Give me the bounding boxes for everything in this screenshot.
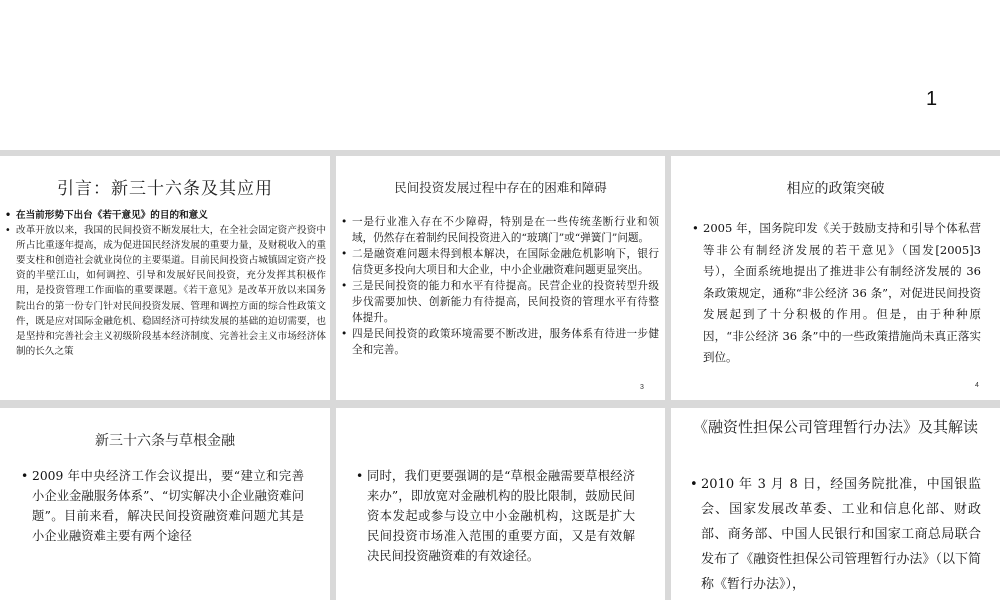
list-item: • 三是民间投资的能力和水平有待提高。民营企业的投资转型升级步伐需要加快、创新能力有待提高，民间投资的管理水平有待整体提升。 [352,278,659,326]
list-item: • 改革开放以来，我国的民间投资不断发展壮大，在全社会固定资产投资中所占比重逐年提高，成为促进国民经济发展的重要力量，及财税收入的重要支柱和创造社会就业岗位的主要渠道。目前民间投资占城镇固定资产投资的半壁江山，如何调控、引导和发展好民间投资，充分发挥其积极作用，是投资管理工作面临的重要课题。《若干意见》是改革开放以来国务院出台的第一份专门针对民间投资发展、管理和调控方面的综合性政策文件，既是应对国际金融危机、稳固经济可持续发展的基础的迫切需要，也是坚持和完善社会主义初级阶段基本经济制度、完善社会主义市场经济体制的长久之策 [16,223,326,359]
slide-policy-breakthrough [671,156,1000,400]
slide-number: 3 [640,384,644,391]
bullet-list [703,218,981,369]
page-number: 1 [926,88,938,110]
bullet-list [367,466,635,566]
list-item: • 一是行业准入存在不少障碍，特别是在一些传统垄断行业和领域，仍然存在着制约民间投资进入的“玻璃门”或“弹簧门”问题。 [352,214,659,246]
bullet-list [32,466,304,546]
slide-title: 民间投资发展过程中存在的困难和障碍 [394,180,607,195]
slide-grassroots-finance [0,408,330,600]
slide-title: 相应的政策突破 [786,181,885,197]
list-item: • 二是融资难问题未得到根本解决，在国际金融危机影响下，银行信贷更多投向大项目和大企业，中小企业融资难问题更显突出。 [352,246,659,278]
slide-number: 4 [975,382,979,389]
bullet-list [16,208,326,359]
list-item: • 四是民间投资的政策环境需要不断改进，服务体系有待进一步健全和完善。 [352,326,659,358]
bullet-list [352,214,659,358]
slide-title: 《融资性担保公司管理暂行办法》及其解读 [692,418,978,436]
slide-intro [0,156,330,400]
list-item: • 在当前形势下出台《若干意见》的目的和意义 [16,208,326,223]
list-item: • 2009 年中央经济工作会议提出，要“建立和完善小企业金融服务体系”、“切实解决小企业融资难问题”。目前来看，解决民间投资融资难问题尤其是小企业融资难主要有两个途径 [32,466,304,546]
bullet-list [701,472,981,597]
slide-title: 新三十六条与草根金融 [95,433,235,449]
gutter-horizontal [0,400,1000,408]
slide-difficulties [336,156,665,400]
list-item: • 同时，我们更要强调的是“草根金融需要草根经济来办”，即放宽对金融机构的股比限制，鼓励民间资本发起或参与设立中小金融机构，这既是扩大民间投资市场准入范围的重要方面，又是有效解决民间投资融资难的有效途径。 [367,466,635,566]
slide-grassroots-economy [336,408,665,600]
header-area [0,0,1000,150]
slide-guarantee-measures [671,408,1000,600]
list-item: • 2010 年 3 月 8 日，经国务院批准，中国银监会、国家发展改革委、工业和信息化部、财政部、商务部、中国人民银行和国家工商总局联合发布了《融资性担保公司管理暂行办法》（以下简称《暂行办法》）， [701,472,981,597]
slide-title: 引言：新三十六条及其应用 [57,179,273,199]
list-item: • 2005 年，国务院印发《关于鼓励支持和引导个体私营等非公有制经济发展的若干意见》（国发[2005]3 号），全面系统地提出了推进非公有制经济发展的 36 条政策规定，通称“非公经济 36 条”，对促进民间投资发展起到了十分积极的作用。但是，由于种种原因，“非公经济 36 条”中的一些政策措施尚未真正落实到位。 [703,218,981,369]
